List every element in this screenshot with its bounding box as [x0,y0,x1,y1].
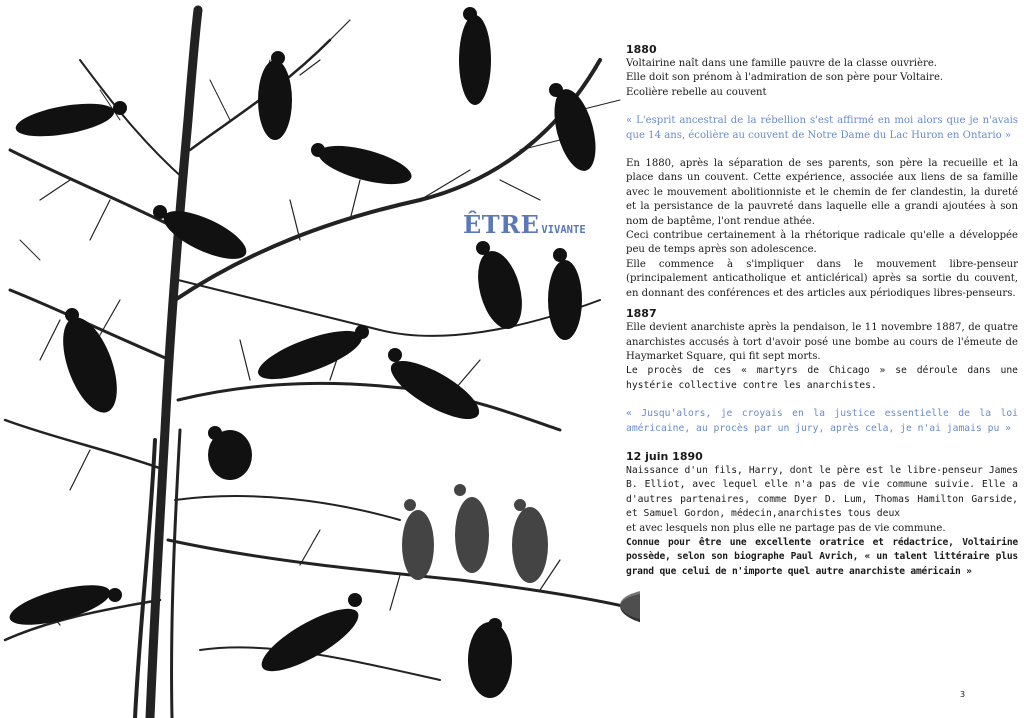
paragraph: Ecolière rebelle au couvent [626,86,767,98]
paragraph: Ceci contribue certainement à la rhétorique radicale qu'elle a développée peu de temps après son adolescence. [626,230,1018,256]
year-heading: 1887 [626,307,657,321]
year-heading: 1880 [626,43,657,56]
paragraph: Connue pour être une excellente oratrice et rédactrice, Voltairine possède, selon son biographe Paul Avrich, « un talent littéraire plus grand que celui de n'importe quel autre anarchiste américain » [626,536,1018,577]
year-heading: 12 juin 1890 [626,449,703,463]
section-title [463,210,586,239]
title-sub: VIVANTE [541,224,586,236]
title-main: ÊTRE [463,210,540,239]
page-number: 3 [960,690,966,699]
paragraph: et avec lesquels non plus elle ne partage pas de vie commune. [626,522,946,534]
quote: « Jusqu'alors, je croyais en la justice essentielle de la loi américaine, au procès par un jury, après cela, je n'ai jamais pu » [626,408,1018,434]
biography-text [626,43,1018,579]
quote: « L'esprit ancestral de la rébellion s'est affirmé en moi alors que je n'avais que 14 ans, écolière au couvent de Notre Dame du Lac Huron en Ontario » [626,115,1018,141]
paragraph: Le procès de ces « martyrs de Chicago » se déroule dans une hystérie collective contre les anarchistes. [626,365,1018,391]
paragraph: En 1880, après la séparation de ses parents, son père la recueille et la place dans un couvent. Cette expérience, associée aux liens de sa famille avec le mouvement abolitionniste et le chemin de fer clandestin, la dureté et la persistance de la pauvreté dans laquelle elle a grandi ajoutées à son nom de baptême, l'ont rendue athée. [626,158,1018,227]
paragraph: Voltairine naît dans une famille pauvre de la classe ouvrière. [626,58,938,69]
paragraph: Naissance d'un fils, Harry, dont le père est le libre-penseur James B. Elliot, avec lequel elle n'a pas de vie commune suivie. Elle a d'autres partenaires, comme Dyer D. Lum, Thomas Hamilton Garside, et Samuel Gordon, médecin,anarchistes tous deux [626,464,1018,520]
paragraph: Elle commence à s'impliquer dans le mouvement libre-penseur (principalement anticatholique et anticlérical) après sa sortie du couvent, en donnant des conférences et des articles aux périodiques libres-penseurs. [626,258,1018,299]
paragraph: Elle devient anarchiste après la pendaison, le 11 novembre 1887, de quatre anarchistes accusés à tort d'avoir posé une bombe au cours de l'émeute de Haymarket Square, qui fit sept morts. [626,322,1018,362]
paragraph: Elle doit son prénom à l'admiration de son père pour Voltaire. [626,72,944,84]
